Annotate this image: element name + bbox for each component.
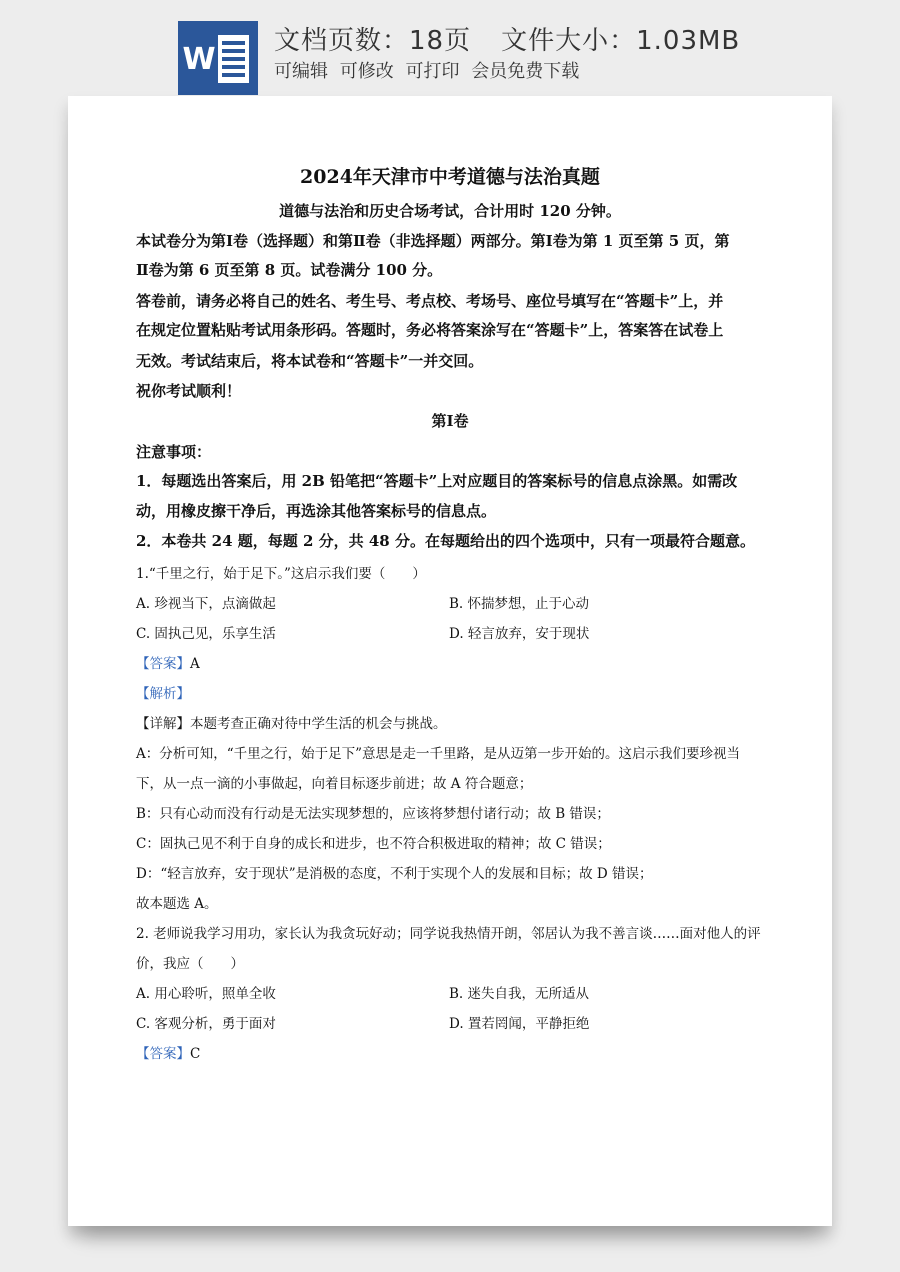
q1-option-c: C. 固执己见，乐享生活 [136,626,276,642]
q2-option-c: C. 客观分析，勇于面对 [136,1016,276,1032]
q1-explanation-line: C：固执己见不利于自身的成长和进步，也不符合积极进取的精神；故 C 错误； [136,836,611,852]
q1-option-a: A. 珍视当下，点滴做起 [136,596,276,612]
file-info [274,20,740,57]
q1-explanation-line: 下，从一点一滴的小事做起，向着目标逐步前进；故 A 符合题意； [136,776,533,792]
intro-line: 在规定位置粘贴考试用条形码。答题时，务必将答案涂写在“答题卡”上，答案答在试卷上 [136,321,724,339]
q1-explanation-line: D：“轻言放弃，安于现状”是消极的态度，不利于实现个人的发展和目标；故 D 错误； [136,866,653,882]
intro-line: 无效。考试结束后，将本试卷和“答题卡”一并交回。 [136,352,484,370]
question-2-stem-line: 价，我应（ ） [136,956,244,972]
download-banner [0,0,900,96]
file-size: 文件大小：1.03MB [501,26,741,56]
page-count: 文档页数：18页 [274,26,472,56]
intro-line: 祝你考试顺利！ [136,382,242,400]
feature-editable: 可编辑 [274,61,328,82]
q1-answer [136,652,200,672]
q2-option-a: A. 用心聆听，照单全收 [136,986,276,1002]
question-2-stem-line: 2. 老师说我学习用功，家长认为我贪玩好动；同学说我热情开朗，邻居认为我不善言谈……面对他人的评 [136,926,761,942]
question-1-stem: 1.“千里之行，始于足下。”这启示我们要（ ） [136,566,426,582]
feature-member-download[interactable]: 会员免费下载 [471,61,580,82]
doc-subtitle: 道德与法治和历史合场考试，合计用时 120 分钟。 [279,202,621,220]
q1-option-b: B. 怀揣梦想，止于心动 [449,596,590,612]
answer-value: C [190,1046,201,1062]
intro-line: 答卷前，请务必将自己的姓名、考生号、考点校、考场号、座位号填写在“答题卡”上，并 [136,292,724,310]
answer-value: A [190,656,200,672]
notice-line: 动，用橡皮擦干净后，再选涂其他答案标号的信息点。 [136,502,497,520]
q1-conclusion: 故本题选 A。 [136,896,218,912]
feature-printable: 可打印 [405,61,460,82]
word-icon-letter: W [182,42,216,77]
notice-line: 1．每题选出答案后，用 2B 铅笔把“答题卡”上对应题目的答案标号的信息点涂黑。如需改 [136,472,738,490]
notice-title: 注意事项： [136,443,212,461]
word-doc-icon [178,21,258,95]
intro-line: Ⅱ卷为第 6 页至第 8 页。试卷满分 100 分。 [136,261,443,279]
section-title: 第Ⅰ卷 [431,412,469,430]
q1-detail [136,712,447,732]
q2-option-d: D. 置若罔闻，平静拒绝 [449,1016,590,1032]
notice-line: 2．本卷共 24 题，每题 2 分，共 48 分。在每题给出的四个选项中，只有一项最符合题意。 [136,532,755,550]
detail-intro: 本题考查正确对待中学生活的机会与挑战。 [190,716,447,732]
q2-option-b: B. 迷失自我，无所适从 [449,986,590,1002]
detail-tag: 【详解】 [136,716,190,732]
feature-list [274,57,585,83]
answer-tag: 【答案】 [136,1046,190,1062]
feature-modifiable: 可修改 [339,61,394,82]
q1-analysis-tag: 【解析】 [136,686,190,702]
answer-tag: 【答案】 [136,656,190,672]
q1-explanation-line: A：分析可知，“千里之行，始于足下”意思是走一千里路，是从迈第一步开始的。这启示我们要珍视当 [136,746,741,762]
q1-option-d: D. 轻言放弃，安于现状 [449,626,590,642]
intro-line: 本试卷分为第Ⅰ卷（选择题）和第Ⅱ卷（非选择题）两部分。第Ⅰ卷为第 1 页至第 5 页，第 [136,232,730,250]
q1-explanation-line: B：只有心动而没有行动是无法实现梦想的，应该将梦想付诸行动；故 B 错误； [136,806,610,822]
q2-answer [136,1042,200,1062]
document-page [68,96,832,1226]
doc-title: 2024年天津市中考道德与法治真题 [300,166,600,188]
